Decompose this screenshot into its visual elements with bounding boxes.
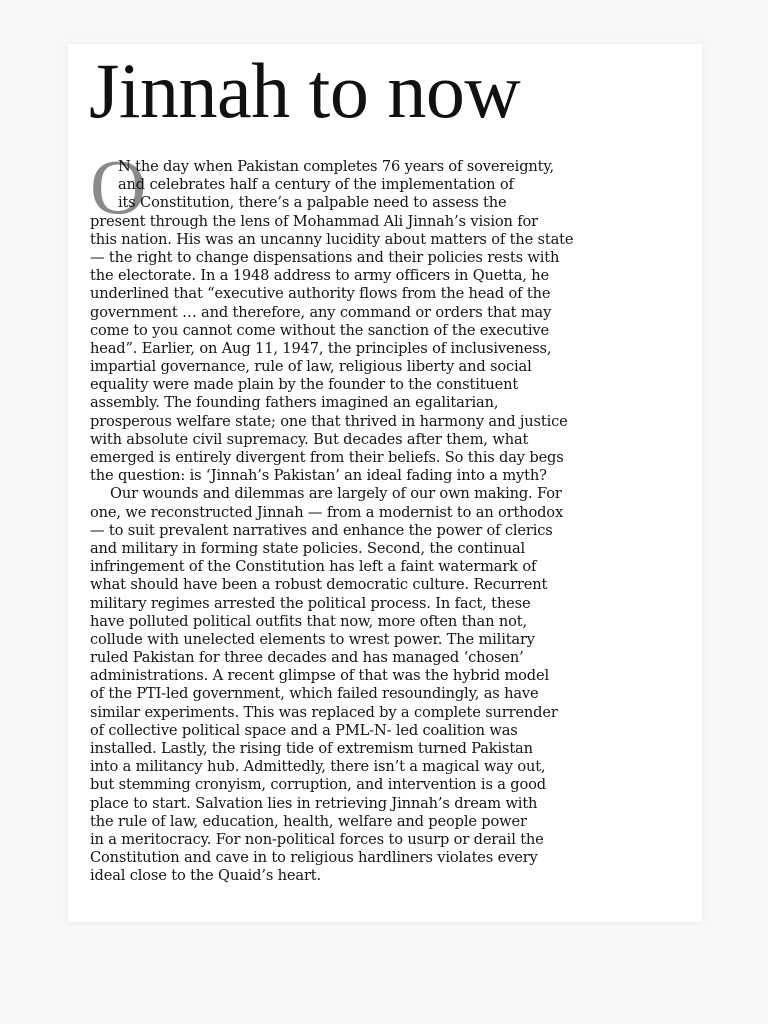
text-line: Our wounds and dilemmas are largely of our own making. For	[110, 485, 562, 503]
text-line: its Constitution, there’s a palpable need to assess the	[118, 194, 507, 212]
text-line: infringement of the Constitution has left a faint watermark of	[90, 558, 537, 576]
text-line: come to you cannot come without the sanction of the executive	[90, 321, 549, 339]
text-line: the electorate. In a 1948 address to army officers in Quetta, he	[90, 267, 550, 285]
text-line: administrations. A recent glimpse of that was the hybrid model	[90, 667, 549, 685]
text-line: present through the lens of Mohammad Ali Jinnah’s vision for	[90, 212, 538, 230]
text-line: place to start. Salvation lies in retrieving Jinnah’s dream with	[90, 794, 538, 812]
text-line: equality were made plain by the founder to the constituent	[90, 376, 519, 394]
text-line: emerged is entirely divergent from their beliefs. So this day begs	[90, 449, 564, 466]
text-line: — the right to change dispensations and their policies rests with	[90, 248, 560, 266]
text-line: into a militancy hub. Admittedly, there isn’t a magical way out,	[90, 758, 546, 776]
text-line: assembly. The founding fathers imagined an egalitarian,	[90, 394, 499, 412]
text-line: Constitution and cave in to religious hardliners violates every	[90, 849, 538, 867]
text-line: impartial governance, rule of law, religious liberty and social	[90, 358, 532, 376]
text-line: military regimes arrested the political process. In fact, these	[90, 594, 531, 612]
text-line: one, we reconstructed Jinnah — from a modernist to an orthodox	[90, 503, 564, 521]
text-line: in a meritocracy. For non-political forces to usurp or derail the	[90, 830, 544, 848]
text-line: collude with unelected elements to wrest power. The military	[90, 630, 535, 648]
article-body	[90, 158, 704, 886]
text-line: N the day when Pakistan completes 76 years of sovereignty,	[118, 158, 554, 175]
text-line: and military in forming state policies. Second, the continual	[90, 539, 526, 557]
text-line: installed. Lastly, the rising tide of extremism turned Pakistan	[90, 740, 533, 757]
text-line: underlined that “executive authority flows from the head of the	[90, 285, 551, 303]
text-line: the rule of law, education, health, welfare and people power	[90, 812, 527, 830]
text-line: what should have been a robust democratic culture. Recurrent	[90, 576, 548, 594]
article-headline: Jinnah to now	[89, 47, 521, 134]
drop-cap: O	[90, 143, 147, 230]
text-line: have polluted political outfits that now, more often than not,	[90, 612, 527, 630]
text-line: of collective political space and a PML-N- led coalition was	[90, 721, 518, 739]
text-line: the question: is ‘Jinnah’s Pakistan’ an ideal fading into a myth?	[90, 467, 547, 485]
text-line: head”. Earlier, on Aug 11, 1947, the principles of inclusiveness,	[90, 339, 552, 357]
text-line: — to suit prevalent narratives and enhance the power of clerics	[90, 521, 553, 539]
text-line: ideal close to the Quaid’s heart.	[90, 867, 321, 885]
text-line: but stemming cronyism, corruption, and intervention is a good	[90, 776, 546, 794]
text-line: similar experiments. This was replaced by a complete surrender	[90, 703, 558, 721]
text-line: of the PTI-led government, which failed resoundingly, as have	[90, 685, 539, 703]
text-line: and celebrates half a century of the implementation of	[118, 176, 514, 194]
text-line: ruled Pakistan for three decades and has managed ‘chosen’	[90, 649, 524, 667]
text-line: with absolute civil supremacy. But decades after them, what	[90, 430, 529, 448]
text-line: this nation. His was an uncanny lucidity about matters of the state	[90, 230, 574, 248]
text-line: prosperous welfare state; one that thrived in harmony and justice	[90, 412, 568, 430]
text-line: government … and therefore, any command or orders that may	[90, 303, 552, 321]
